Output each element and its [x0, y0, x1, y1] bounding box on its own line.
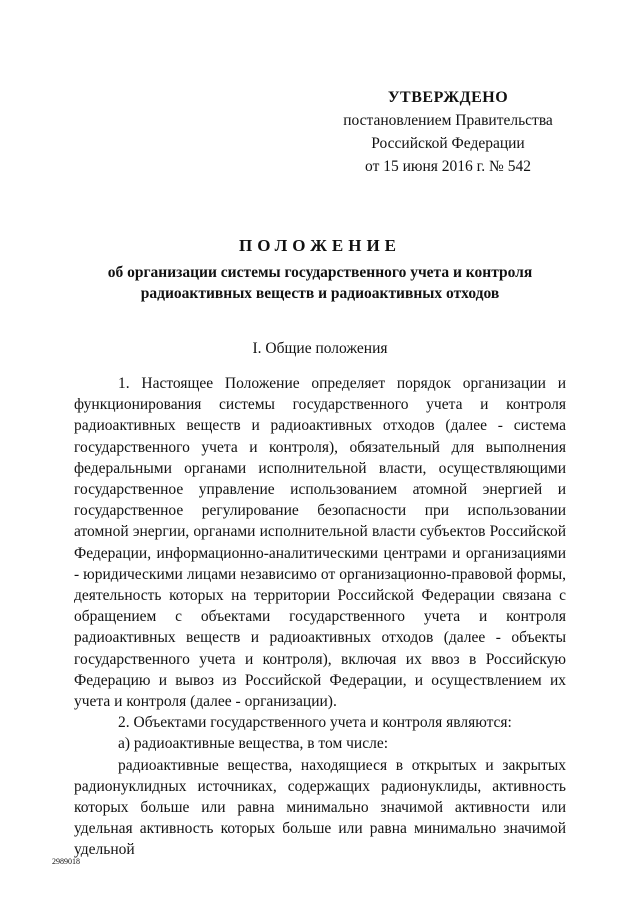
paragraph-2: 2. Объектами государственного учета и контроля являются:: [118, 714, 512, 732]
approval-line-2: Российской Федерации: [371, 135, 525, 152]
approval-line-1: постановлением Правительства: [343, 112, 553, 129]
document-subtitle: об организации системы государственного учета и контроля радиоактивных веществ и радиоактивных отходов: [107, 264, 533, 302]
paragraph-3: а) радиоактивные вещества, в том числе:: [118, 735, 389, 753]
approval-block: [330, 86, 566, 178]
footer-document-code: 2989018: [52, 857, 80, 866]
section-heading: I. Общие положения: [252, 340, 388, 357]
approval-stamp: УТВЕРЖДЕНО: [387, 89, 509, 106]
paragraph-4: радиоактивные вещества, находящиеся в открытых и закрытых радионуклидных источниках, содержащих радионуклиды, активность которых больше или равна минимально значимой активности или удельная активность которых больше или равна минимально значимой удельной: [74, 756, 566, 859]
document-body: [74, 373, 566, 861]
approval-line-3: от 15 июня 2016 г. № 542: [365, 158, 531, 175]
document-title: ПОЛОЖЕНИЕ: [239, 236, 401, 255]
paragraph-1: 1. Настоящее Положение определяет порядок организации и функционирования системы государственного учета и контроля радиоактивных веществ и радиоактивных отходов (далее - система государственного учета и контроля), обязательный для выполнения федеральными органами исполнительной власти, осуществляющими государственное управление использованием атомной энергией и государственное регулирование безопасности при использовании атомной энергии, органами исполнительной власти субъектов Российской Федерации, информационно-аналитическими центрами и организациями - юридическими лицами независимо от организационно-правовой формы, деятельность которых на территории Российской Федерации связана с обращением с объектами государственного учета и контроля радиоактивных веществ и радиоактивных отходов (далее - объекты государственного учета и контроля), включая их ввоз в Российскую Федерацию и вывоз из Российской Федерации, и осуществлением их учета и контроля (далее - организации).: [74, 375, 566, 711]
